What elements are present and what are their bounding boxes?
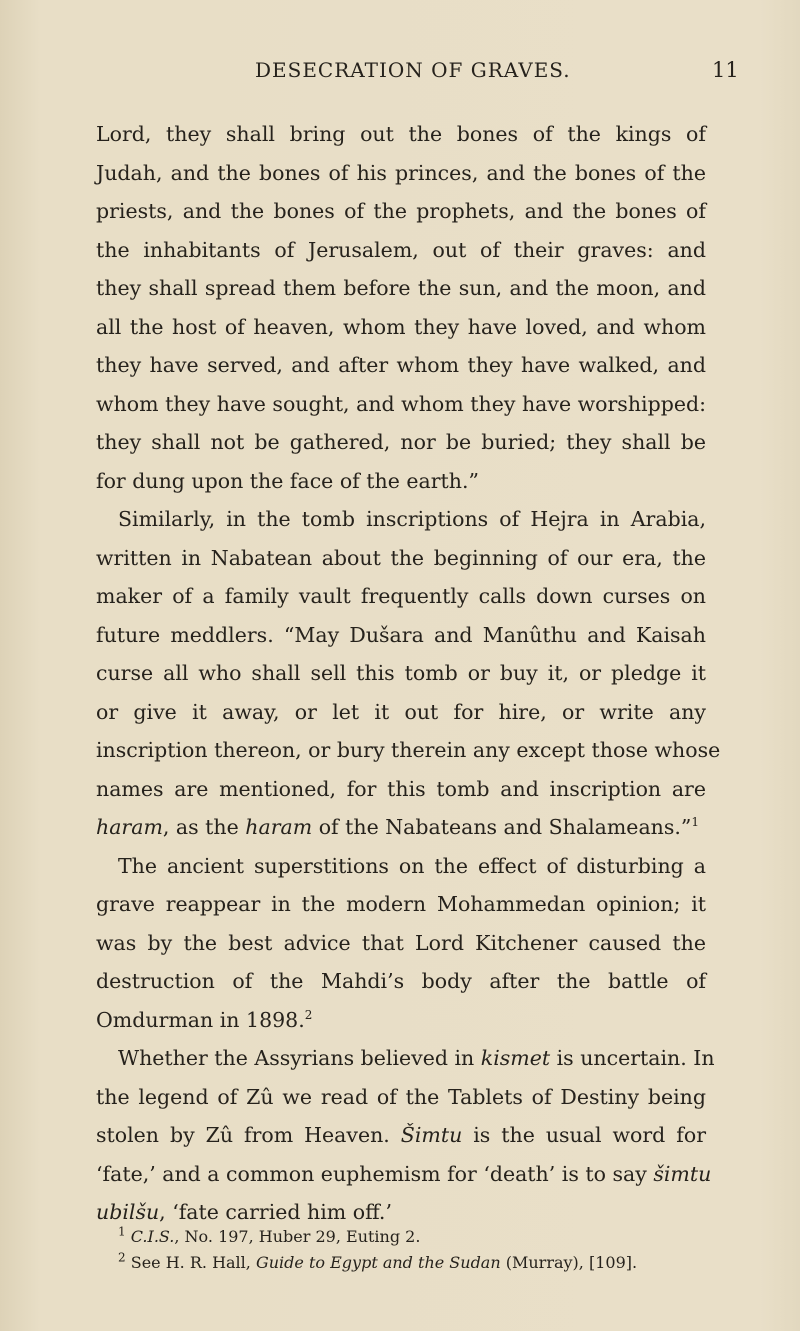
text-line: was by the best advice that Lord Kitchener caused the xyxy=(96,930,706,955)
text-line: curse all who shall sell this tomb or buy it, or pledge it xyxy=(96,661,706,685)
italic-word: šimtu xyxy=(653,1161,712,1186)
text-line xyxy=(96,1001,706,1040)
footnote-ref-2[interactable]: 2 xyxy=(304,1007,313,1022)
footnotes xyxy=(96,1224,736,1276)
paragraph-start: The ancient superstitions on the effect of disturbing a xyxy=(118,853,706,878)
italic-word: kismet xyxy=(480,1046,551,1070)
italic-title: C.I.S. xyxy=(130,1227,175,1246)
paragraph-start xyxy=(96,1039,715,1078)
italic-word: Šimtu xyxy=(400,1123,463,1147)
text-line: priests, and the bones of the prophets, and the bones of xyxy=(96,199,706,223)
italic-word: haram xyxy=(245,815,313,839)
text-fragment: , as the xyxy=(162,815,246,839)
footnote-marker: 1 xyxy=(118,1224,126,1239)
text-fragment: See H. R. Hall, xyxy=(130,1253,256,1272)
text-line: they have served, and after whom they have walked, and xyxy=(96,353,706,377)
text-fragment: Whether the Assyrians believed in xyxy=(118,1046,481,1070)
body-text xyxy=(96,115,721,1232)
text-line: names are mentioned, for this tomb and inscription are xyxy=(96,776,706,801)
text-line: maker of a family vault frequently calls down curses on xyxy=(96,584,706,608)
footnote-marker: 2 xyxy=(118,1250,126,1265)
italic-word: haram xyxy=(96,815,163,839)
text-line: Lord, they shall bring out the bones of the kings of xyxy=(96,122,706,146)
text-line: Judah, and the bones of his princes, and the bones of the xyxy=(96,160,706,185)
text-line: they shall not be gathered, nor be buried; they shall be xyxy=(96,430,706,454)
text-fragment: , ‘fate carried him off.’ xyxy=(159,1200,392,1224)
text-line: destruction of the Mahdi’s body after the battle of xyxy=(96,969,706,993)
text-line: inscription thereon, or bury therein any except those whose xyxy=(96,738,721,762)
text-line: or give it away, or let it out for hire, or write any xyxy=(96,699,706,724)
paragraph-start: Similarly, in the tomb inscriptions of Hejra in Arabia, xyxy=(118,507,706,531)
text-line: grave reappear in the modern Mohammedan opinion; it xyxy=(96,892,706,916)
footnote-1 xyxy=(96,1224,736,1250)
text-fragment: (Murray), [109]. xyxy=(500,1253,638,1272)
text-line: the legend of Zû we read of the Tablets of Destiny being xyxy=(96,1084,706,1109)
page-header xyxy=(0,58,800,90)
italic-word: ubilšu xyxy=(96,1200,160,1224)
text-line: for dung upon the face of the earth.” xyxy=(96,468,479,493)
italic-title: Guide to Egypt and the Sudan xyxy=(255,1253,501,1272)
footnote-2 xyxy=(96,1250,736,1276)
text-fragment: , No. 197, Huber 29, Euting 2. xyxy=(174,1227,421,1246)
text-line: all the host of heaven, whom they have loved, and whom xyxy=(96,314,706,339)
text-line: they shall spread them before the sun, and the moon, and xyxy=(96,276,706,300)
text-fragment: is uncertain. In xyxy=(550,1046,715,1070)
text-line: written in Nabatean about the beginning of our era, the xyxy=(96,545,706,570)
text-line xyxy=(96,808,706,847)
text-fragment: of the Nabateans and Shalameans.” xyxy=(312,815,692,839)
text-line xyxy=(96,1116,706,1155)
text-line: future meddlers. “May Dušara and Manûthu and Kaisah xyxy=(96,622,706,647)
footnote-ref-1[interactable]: 1 xyxy=(691,815,700,830)
text-line: whom they have sought, and whom they have worshipped: xyxy=(96,391,706,416)
text-fragment: Omdurman in 1898. xyxy=(96,1007,305,1032)
text-line: the inhabitants of Jerusalem, out of their graves: and xyxy=(96,237,706,262)
text-fragment: is the usual word for xyxy=(462,1123,706,1147)
text-fragment: stolen by Zû from Heaven. xyxy=(96,1123,401,1147)
page-number: 11 xyxy=(712,58,739,82)
running-title: DESECRATION OF GRAVES. xyxy=(255,58,571,82)
text-line xyxy=(96,1155,712,1194)
text-fragment: ‘fate,’ and a common euphemism for ‘death’ is to say xyxy=(96,1161,654,1186)
